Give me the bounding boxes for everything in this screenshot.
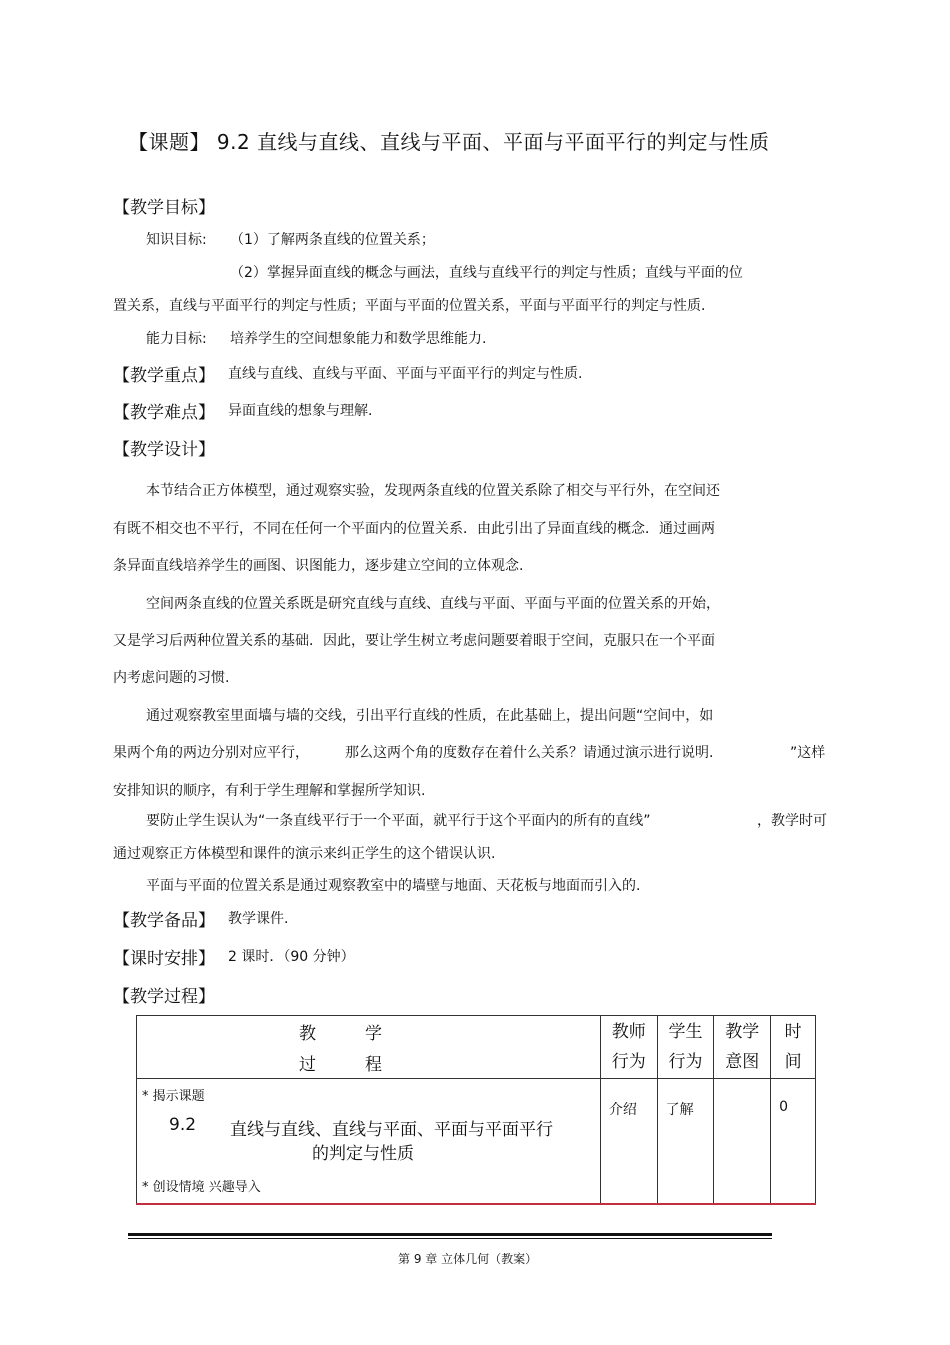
intent-cell — [714, 1079, 771, 1205]
design-line: 通过观察教室里面墙与墙的交线，引出平行直线的性质，在此基础上，提出问题“空间中，如 — [146, 708, 714, 724]
header-char: 学 — [365, 1024, 382, 1044]
design-line: 内考虑问题的习惯. — [113, 670, 230, 686]
schedule-text: 2 课时．（90 分钟） — [228, 949, 355, 965]
key-points-text: 直线与直线、直线与平面、平面与平面平行的判定与性质. — [228, 366, 583, 382]
knowledge-item-2b: 置关系，直线与平面平行的判定与性质；平面与平面的位置关系，平面与平面平行的判定与性质. — [113, 298, 706, 314]
materials-heading: 【教学备品】 — [113, 911, 215, 931]
header-teacher-line2: 行为 — [611, 1052, 646, 1072]
design-line: 安排知识的顺序，有利于学生理解和掌握所学知识. — [113, 783, 426, 799]
objectives-heading: 【教学目标】 — [113, 198, 215, 218]
knowledge-item-2a: （2）掌握异面直线的概念与画法，直线与直线平行的判定与性质；直线与平面的位 — [230, 265, 743, 281]
row-main-cell — [137, 1079, 601, 1205]
design-line: 条异面直线培养学生的画图、识图能力，逐步建立空间的立体观念. — [113, 558, 524, 574]
topic-number: 9.2 — [169, 1115, 197, 1135]
knowledge-label: 知识目标: — [146, 232, 207, 248]
header-intent-line1: 教学 — [725, 1022, 760, 1042]
design-line: 果两个角的两边分别对应平行， — [113, 745, 309, 761]
ability-text: 培养学生的空间想象能力和数学思维能力. — [230, 331, 487, 347]
student-action: 了解 — [665, 1102, 694, 1118]
header-char: 程 — [365, 1055, 382, 1075]
difficulties-text: 异面直线的想象与理解. — [228, 403, 373, 419]
design-line: 平面与平面的位置关系是通过观察教室中的墙壁与地面、天花板与地面而引入的. — [146, 878, 641, 894]
schedule-heading: 【课时安排】 — [113, 949, 215, 969]
design-heading: 【教学设计】 — [113, 440, 215, 460]
design-line: 空间两条直线的位置关系既是研究直线与直线、直线与平面、平面与平面的位置关系的开始， — [146, 596, 720, 612]
item-create-context: * 创设情境 兴趣导入 — [142, 1180, 261, 1195]
key-points-heading: 【教学重点】 — [113, 366, 215, 386]
design-line: 本节结合正方体模型，通过观察实验，发现两条直线的位置关系除了相交与平行外，在空间还 — [146, 483, 720, 499]
topic-line-1: 直线与直线、直线与平面、平面与平面平行 — [230, 1120, 553, 1140]
materials-text: 教学课件. — [228, 911, 289, 927]
header-intent-cell — [714, 1016, 771, 1079]
difficulties-heading: 【教学难点】 — [113, 403, 215, 423]
footer-rule-thick — [128, 1233, 772, 1236]
footer-rule-thin — [128, 1238, 772, 1239]
header-time-cell — [771, 1016, 816, 1079]
process-heading: 【教学过程】 — [113, 987, 215, 1007]
teacher-action: 介绍 — [608, 1102, 637, 1118]
design-line: 通过观察正方体模型和课件的演示来纠正学生的这个错误认识. — [113, 846, 496, 862]
teacher-action-cell — [600, 1079, 657, 1205]
time-value: 0 — [779, 1099, 789, 1115]
design-line: 又是学习后两种位置关系的基础．因此，要让学生树立考虑问题要着眼于空间，克服只在一个平面 — [113, 633, 715, 649]
ability-label: 能力目标: — [146, 331, 207, 347]
header-teacher-line1: 教师 — [611, 1022, 646, 1042]
design-line: 那么这两个角的度数存在着什么关系？请通过演示进行说明. — [345, 745, 714, 761]
time-cell — [771, 1079, 816, 1205]
header-student-cell — [657, 1016, 714, 1079]
header-time-line1: 时 — [784, 1022, 802, 1042]
process-table — [136, 1015, 816, 1205]
lesson-title: 【课题】 9.2 直线与直线、直线与平面、平面与平面平行的判定与性质 — [128, 130, 770, 154]
teaching-intent — [714, 1079, 770, 1099]
header-student-line1: 学生 — [668, 1022, 703, 1042]
knowledge-item-1: （1）了解两条直线的位置关系； — [230, 232, 435, 248]
design-line: ，教学时可 — [757, 813, 827, 829]
topic-line-2: 的判定与性质 — [312, 1144, 414, 1164]
design-line: 要防止学生误认为“一条直线平行于一个平面，就平行于这个平面内的所有的直线” — [146, 813, 651, 829]
page-footer: 第 9 章 立体几何（教案） — [398, 1252, 538, 1266]
item-reveal-topic: * 揭示课题 — [142, 1089, 205, 1104]
header-char: 过 — [299, 1055, 316, 1075]
header-char: 教 — [299, 1024, 316, 1044]
header-time-line2: 间 — [784, 1052, 802, 1072]
header-teacher-cell — [600, 1016, 657, 1079]
design-line: ”这样 — [790, 745, 826, 761]
header-student-line2: 行为 — [668, 1052, 703, 1072]
student-action-cell — [657, 1079, 714, 1205]
header-main-cell — [137, 1016, 601, 1079]
design-line: 有既不相交也不平行，不同在任何一个平面内的位置关系．由此引出了异面直线的概念．通过画两 — [113, 521, 715, 537]
header-intent-line2: 意图 — [725, 1052, 760, 1072]
